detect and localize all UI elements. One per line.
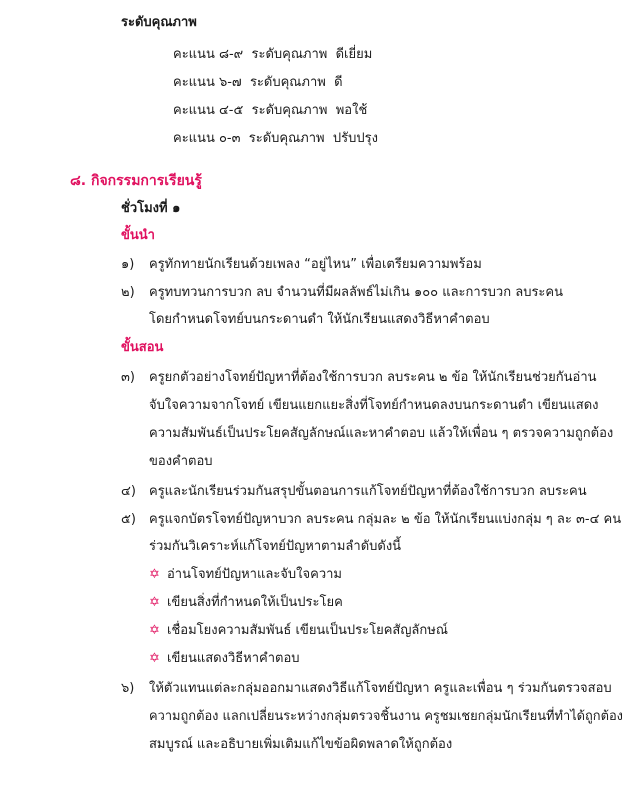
level-text: ระดับคุณภาพ: [251, 103, 328, 118]
item-number: ๖): [121, 681, 135, 696]
item-number: ๒): [121, 285, 135, 300]
item-number: ๔): [121, 484, 136, 499]
item-text-continued: ของคำตอบ: [149, 454, 213, 469]
item-number: ๓): [121, 370, 135, 385]
step-item: [149, 622, 448, 640]
item-text: ครูและนักเรียนร่วมกันสรุปขั้นตอนการแก้โจทย์ปัญหาที่ต้องใช้การบวก ลบระคน: [149, 484, 587, 499]
quality-row: [173, 74, 343, 92]
grade-text: ดีเยี่ยม: [335, 47, 373, 62]
item-text: ครูยกตัวอย่างโจทย์ปัญหาที่ต้องใช้การบวก ลบระคน ๒ ข้อ ให้นักเรียนช่วยกันอ่าน: [149, 370, 597, 385]
quality-heading: ระดับคุณภาพ: [121, 15, 197, 30]
grade-text: ปรับปรุง: [332, 131, 378, 146]
level-text: ระดับคุณภาพ: [251, 47, 328, 62]
quality-row: [173, 102, 367, 120]
list-item: [121, 483, 587, 501]
list-item: [121, 284, 563, 302]
grade-text: ดี: [334, 75, 343, 90]
item-text-continued: จับใจความจากโจทย์ เขียนแยกแยะสิ่งที่โจทย์กำหนดลงบนกระดานดำ เขียนแสดง: [149, 398, 599, 413]
grade-text: พอใช้: [335, 103, 368, 118]
star-of-david-icon: ✡: [149, 623, 160, 638]
section-title: ๘. กิจกรรมการเรียนรู้: [70, 173, 202, 189]
item-number: ๑): [121, 257, 135, 272]
level-text: ระดับคุณภาพ: [249, 75, 326, 90]
list-item: [121, 511, 621, 529]
step-text: เขียนแสดงวิธีหาคำตอบ: [167, 651, 300, 666]
quality-row: [173, 130, 378, 148]
teach-heading: ขั้นสอน: [121, 340, 164, 355]
step-text: เขียนสิ่งที่กำหนดให้เป็นประโยค: [167, 595, 343, 610]
step-text: อ่านโจทย์ปัญหาและจับใจความ: [167, 567, 343, 582]
item-text: ครูแจกบัตรโจทย์ปัญหาบวก ลบระคน กลุ่มละ ๒ ข้อ ให้นักเรียนแบ่งกลุ่ม ๆ ละ ๓-๔ คน: [149, 512, 622, 527]
star-of-david-icon: ✡: [149, 595, 160, 610]
item-text-continued: ความถูกต้อง แลกเปลี่ยนระหว่างกลุ่มตรวจชิ้นงาน ครูชมเชยกลุ่มนักเรียนที่ทำได้ถูกต้อง: [149, 709, 623, 724]
hour-heading: ชั่วโมงที่ ๑: [121, 201, 181, 216]
level-text: ระดับคุณภาพ: [248, 131, 325, 146]
item-text: ให้ตัวแทนแต่ละกลุ่มออกมาแสดงวิธีแก้โจทย์ปัญหา ครูและเพื่อน ๆ ร่วมกันตรวจสอบ: [149, 681, 612, 696]
star-of-david-icon: ✡: [149, 651, 160, 666]
item-text-continued: โดยกำหนดโจทย์บนกระดานดำ ให้นักเรียนแสดงวิธีหาคำตอบ: [149, 312, 490, 327]
list-item: [121, 369, 597, 387]
item-text-continued: ร่วมกันวิเคราะห์แก้โจทย์ปัญหาตามลำดับดังนี้: [149, 539, 402, 554]
score-text: คะแนน ๐-๓: [173, 131, 241, 146]
list-item: [121, 256, 482, 274]
step-item: [149, 594, 343, 612]
score-text: คะแนน ๘-๙: [173, 47, 244, 62]
item-text: ครูทักทายนักเรียนด้วยเพลง “อยู่ไหน” เพื่อเตรียมความพร้อม: [149, 257, 482, 272]
step-item: [149, 650, 300, 668]
item-number: ๕): [121, 512, 136, 527]
list-item: [121, 680, 612, 698]
item-text: ครูทบทวนการบวก ลบ จำนวนที่มีผลลัพธ์ไม่เกิน ๑๐๐ และการบวก ลบระคน: [149, 285, 563, 300]
item-text-continued: ความสัมพันธ์เป็นประโยคสัญลักษณ์และหาคำตอบ แล้วให้เพื่อน ๆ ตรวจความถูกต้อง: [149, 426, 614, 441]
item-text-continued: สมบูรณ์ และอธิบายเพิ่มเติมแก้ไขข้อผิดพลาดให้ถูกต้อง: [149, 737, 453, 752]
quality-row: [173, 46, 372, 64]
step-item: [149, 566, 342, 584]
intro-heading: ขั้นนำ: [121, 228, 155, 243]
score-text: คะแนน ๖-๗: [173, 75, 242, 90]
score-text: คะแนน ๔-๕: [173, 103, 244, 118]
star-of-david-icon: ✡: [149, 567, 160, 582]
step-text: เชื่อมโยงความสัมพันธ์ เขียนเป็นประโยคสัญลักษณ์: [167, 623, 448, 638]
